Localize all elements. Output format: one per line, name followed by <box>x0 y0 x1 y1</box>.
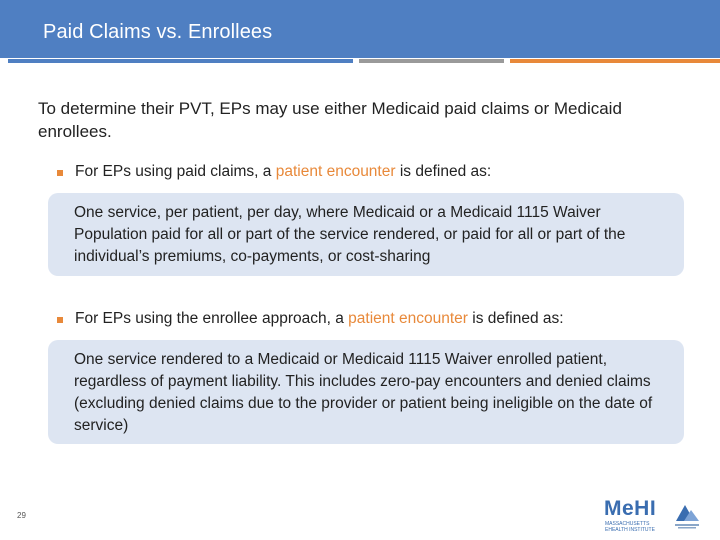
logo-subtitle: MASSACHUSETTS EHEALTH INSTITUTE <box>605 521 655 533</box>
rule-orange <box>510 59 720 63</box>
rule-gray <box>359 59 504 63</box>
bullet-marker <box>57 317 63 323</box>
highlight-term: patient encounter <box>348 310 468 327</box>
logo-wordmark: MeHI <box>604 497 657 520</box>
mountain-logo-icon <box>672 499 702 531</box>
definition-text: One service rendered to a Medicaid or Medicaid 1115 Waiver enrolled patient, regardless of payment liability. This includes zero-pay encounters and denied claims (excluding denied claims due to the provider or patient being ineligible on the date of service) <box>74 351 653 434</box>
definition-box-paid-claims <box>48 193 684 276</box>
bullet-marker <box>57 170 63 176</box>
definition-box-enrollee <box>48 340 684 444</box>
definition-text: One service, per patient, per day, where Medicaid or a Medicaid 1115 Waiver Population paid for all or part of the service rendered, or paid for all or part of the individual’s premiums, co-payments, or cost-sharing <box>74 204 626 265</box>
highlight-term: patient encounter <box>275 163 396 180</box>
bullet-text: For EPs using the enrollee approach, a patient encounter is defined as: <box>75 310 564 327</box>
page-number: 29 <box>17 511 26 520</box>
mehi-logo <box>604 497 704 533</box>
rule-blue <box>8 59 353 63</box>
intro-text: To determine their PVT, EPs may use either Medicaid paid claims or Medicaid enrollees. <box>38 99 622 141</box>
bullet-text: For EPs using paid claims, a patient encounter is defined as: <box>75 163 492 180</box>
title-bar <box>0 0 720 58</box>
page-title: Paid Claims vs. Enrollees <box>43 21 273 43</box>
